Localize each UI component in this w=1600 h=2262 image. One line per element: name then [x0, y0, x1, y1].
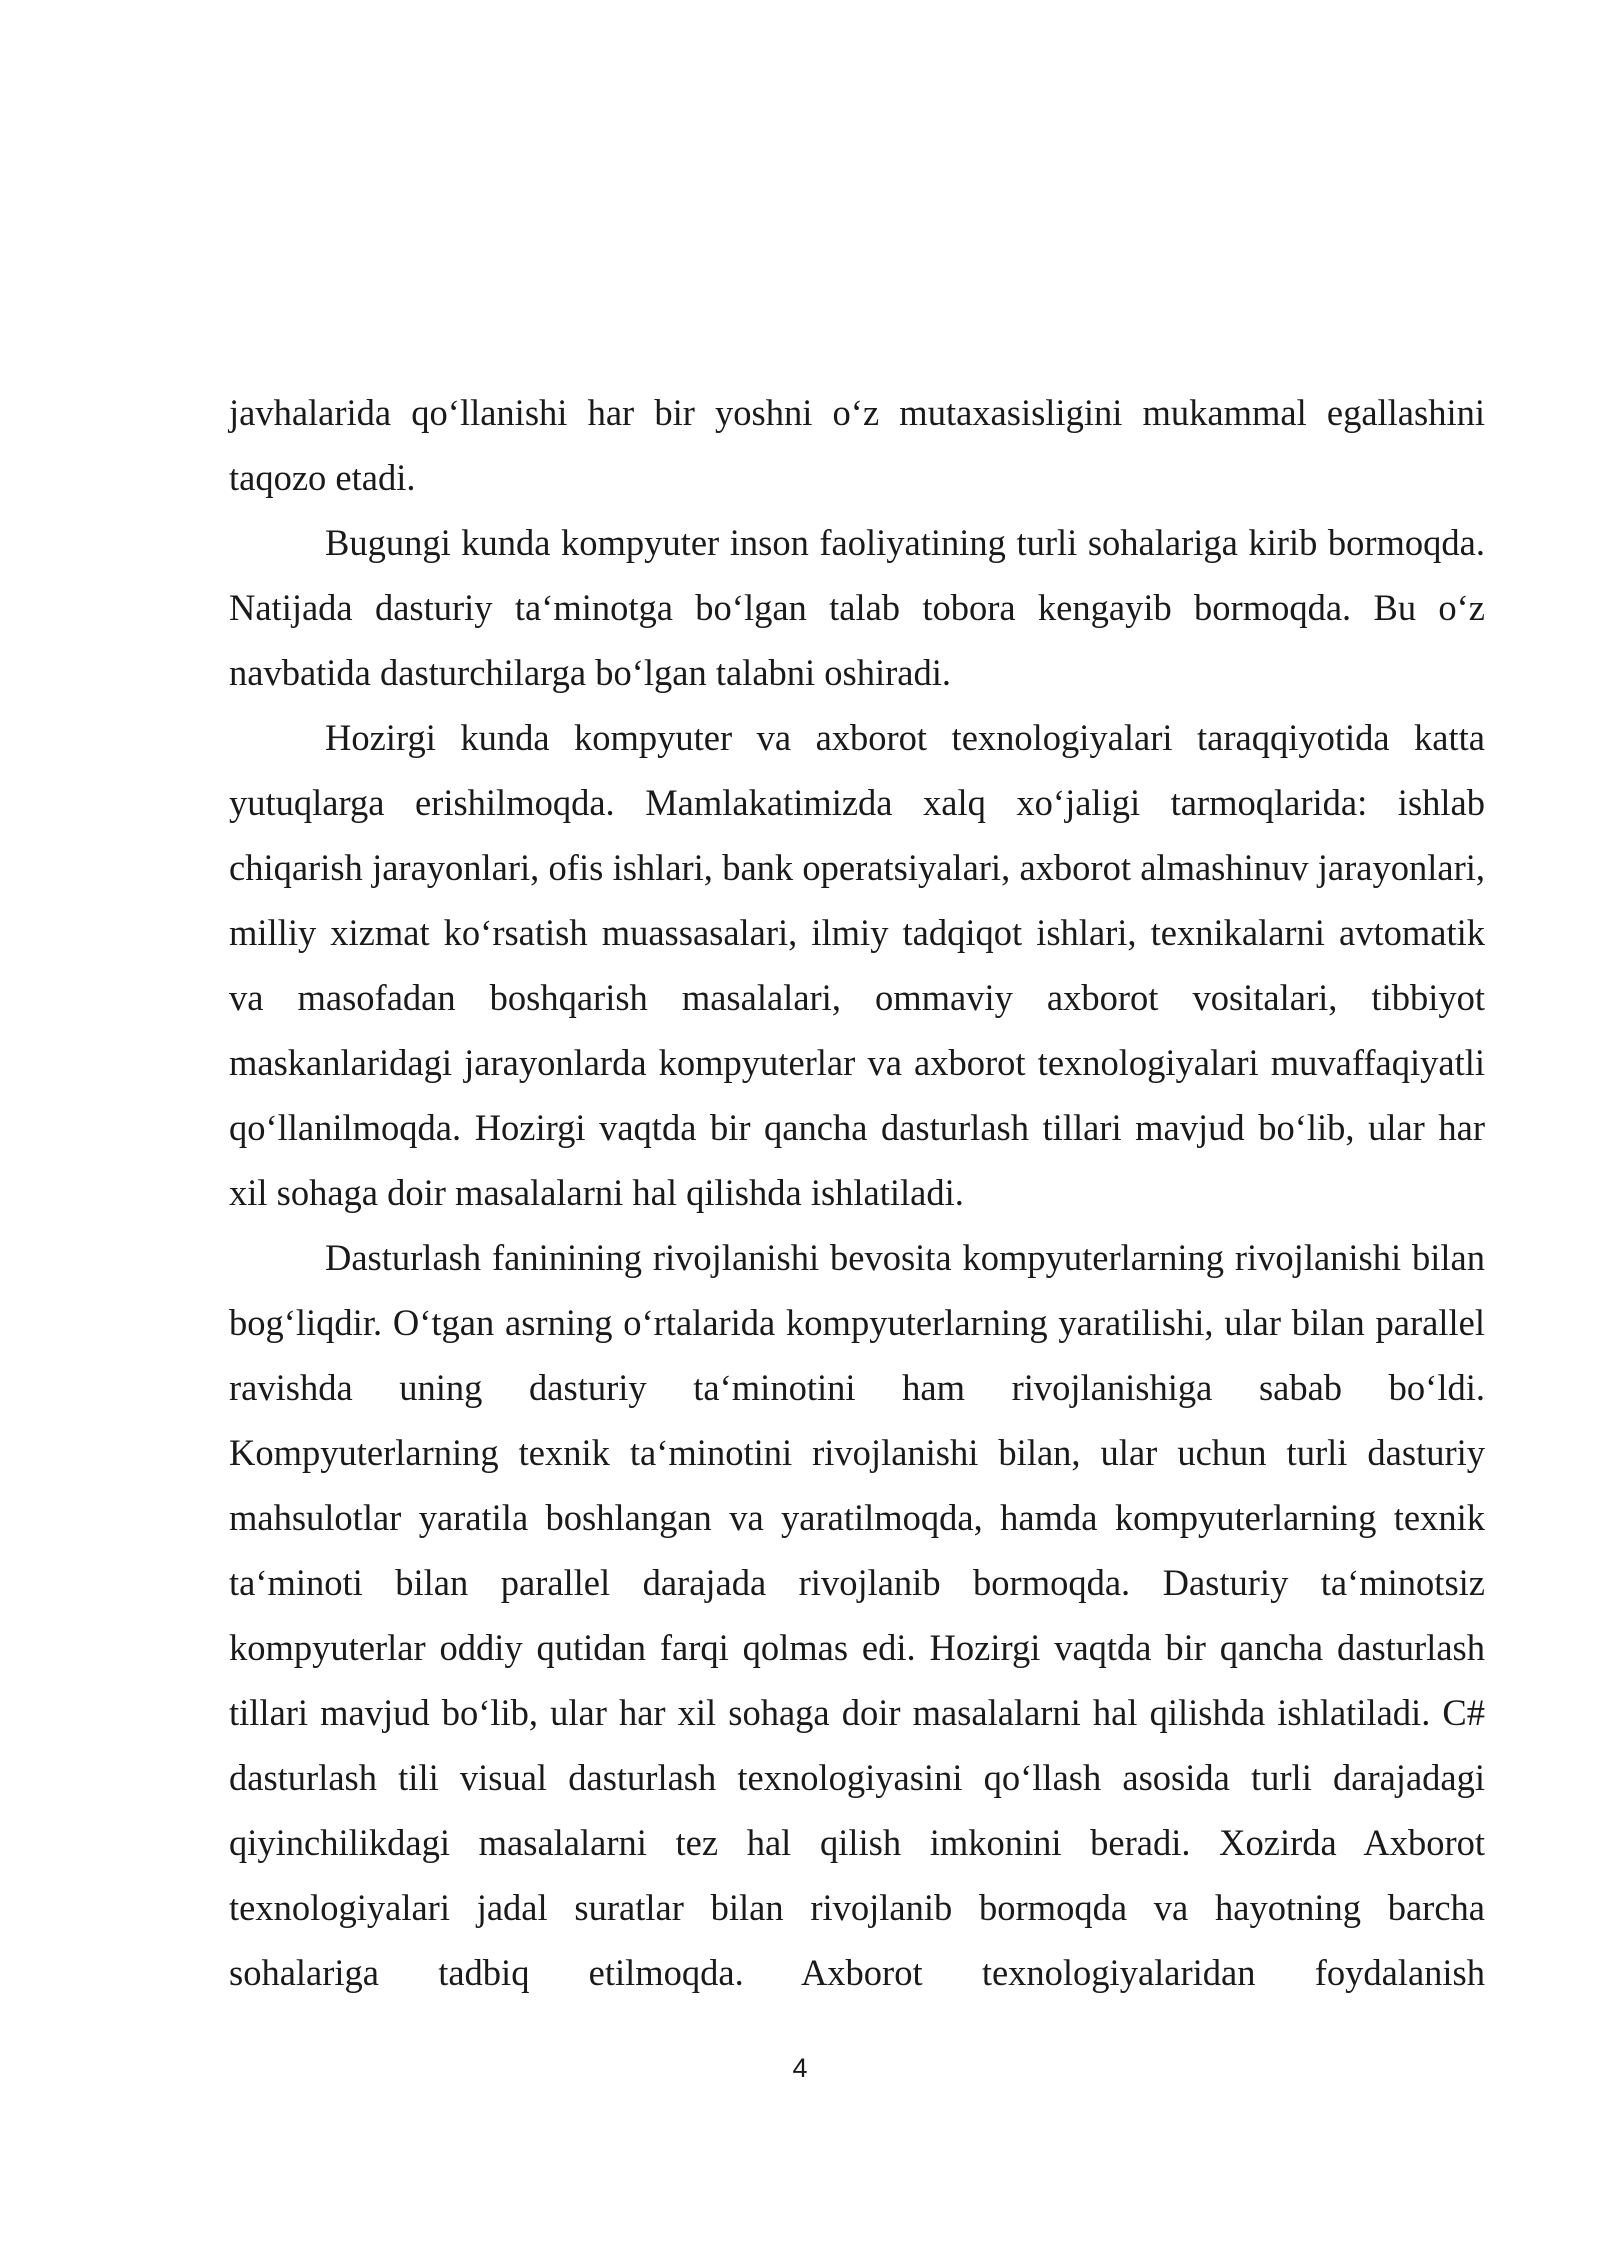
- paragraph-it-achievements: Hozirgi kunda kompyuter va axborot texnologiyalari taraqqiyotida katta yutuqlarga erishilmoqda. Mamlakatimizda xalq xo‘jaligi tarmoqlarida: ishlab chiqarish jarayonlari, ofis ishlari, bank operatsiyalari, axborot almashinuv jarayonlari, milliy xizmat ko‘rsatish muassasalari, ilmiy tadqiqot ishlari, texnikalarni avtomatik va masofadan boshqarish masalalari, ommaviy axborot vositalari, tibbiyot maskanlaridagi jarayonlarda kompyuterlar va axborot texnologiyalari muvaffaqiyatli qo‘llanilmoqda. Hozirgi vaqtda bir qancha dasturlash tillari mavjud bo‘lib, ular har xil sohaga doir masalalarni hal qilishda ishlatiladi.: [229, 717, 1485, 1213]
- paragraph-software-demand: Bugungi kunda kompyuter inson faoliyatining turli sohalariga kirib bormoqda. Natijada dasturiy ta‘minotga bo‘lgan talab tobora kengayib bormoqda. Bu o‘z navbatida dasturchilarga bo‘lgan talabni oshiradi.: [229, 522, 1485, 693]
- page-number: 4: [792, 2053, 808, 2083]
- paragraph-continuation: javhalarida qo‘llanishi har bir yoshni o‘z mutaxasisligini mukammal egallashini taqozo etadi.: [229, 392, 1485, 498]
- page-body: [229, 380, 1485, 2005]
- paragraph-programming-development: Dasturlash faninining rivojlanishi bevosita kompyuterlarning rivojlanishi bilan bog‘liqdir. O‘tgan asrning o‘rtalarida kompyuterlarning yaratilishi, ular bilan parallel ravishda uning dasturiy ta‘minotini ham rivojlanishiga sabab bo‘ldi. Kompyuterlarning texnik ta‘minotini rivojlanishi bilan, ular uchun turli dasturiy mahsulotlar yaratila boshlangan va yaratilmoqda, hamda kompyuterlarning texnik ta‘minoti bilan parallel darajada rivojlanib bormoqda. Dasturiy ta‘minotsiz kompyuterlar oddiy qutidan farqi qolmas edi. Hozirgi vaqtda bir qancha dasturlash tillari mavjud bo‘lib, ular har xil sohaga doir masalalarni hal qilishda ishlatiladi. C# dasturlash tili visual dasturlash texnologiyasini qo‘llash asosida turli darajadagi qiyinchilikdagi masalalarni tez hal qilish imkonini beradi. Xozirda Axborot texnologiyalari jadal suratlar bilan rivojlanib bormoqda va hayotning barcha sohalariga tadbiq etilmoqda. Axborot texnologiyalaridan foydalanish: [229, 1237, 1485, 1993]
